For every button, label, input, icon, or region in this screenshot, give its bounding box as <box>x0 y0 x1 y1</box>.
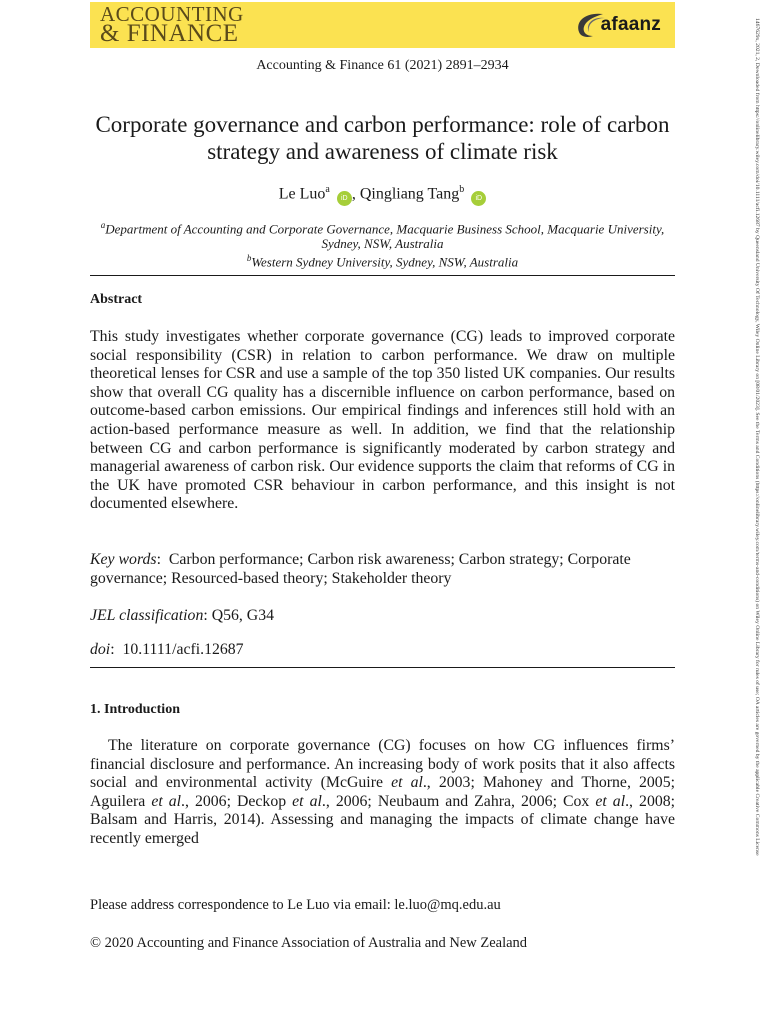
affiliation-b <box>90 251 675 269</box>
doi-link[interactable]: 10.1111/acfi.12687 <box>122 641 244 658</box>
journal-citation: Accounting & Finance 61 (2021) 2891–2934 <box>256 58 509 73</box>
publisher-logo-text: afaanz <box>600 14 661 35</box>
introduction-heading: 1. Introduction <box>90 702 180 717</box>
introduction-text-run: ., 2006; Neubaum and Zahra, 2006; Cox <box>321 792 596 810</box>
introduction-text-run: ., 2008; Balsam and Harris, 2014). Assessing and managing the impacts of climate change have recently emerged <box>90 792 676 847</box>
author-separator: , <box>351 185 360 203</box>
affiliations <box>90 218 675 270</box>
abstract-divider <box>90 667 675 668</box>
author-name: Qingliang Tang <box>359 185 460 203</box>
keywords-text: Carbon performance; Carbon risk awareness; Carbon strategy; Corporate governance; Resourced-based theory; Stakeholder theory <box>90 551 631 587</box>
affiliation-mark: a <box>100 220 106 230</box>
affiliation-mark: b <box>459 184 465 195</box>
introduction-text-run: et al <box>595 792 626 810</box>
author-list <box>90 184 675 206</box>
jel-label: JEL classification <box>90 607 204 624</box>
orcid-icon[interactable]: iD <box>337 191 352 206</box>
introduction-text-run: et al <box>391 774 423 792</box>
orcid-icon[interactable]: iD <box>471 191 486 206</box>
introduction-text-run: The literature on corporate governance (CG) focuses on how CG influences firms’ financial disclosure and performance. An increasing body of work posits that it also affects social and environmental activity (McGuire <box>90 737 675 792</box>
introduction-text <box>90 737 675 849</box>
journal-name <box>100 2 244 47</box>
affiliation-text: Department of Accounting and Corporate Governance, Macquarie Business School, Macquarie University, Sydney, NSW, Australia <box>105 221 665 252</box>
doi: doi: 10.1111/acfi.12687 <box>90 641 244 658</box>
introduction-text-run: et al <box>292 792 322 810</box>
abstract-text: This study investigates whether corporate governance (CG) leads to improved corporate social responsibility (CSR) in relation to carbon performance. We draw on multiple theoretical lenses for CSR and use a sample of the top 350 listed UK companies. Our results show that overall CG quality has a discernible influence on carbon performance, based on outcome-based carbon emissions. Our empirical findings and inferences still hold with an action-based performance measure as well. In addition, we find that the relationship between CG and carbon performance is significantly moderated by carbon strategy and managerial awareness of carbon risk. Our evidence supports the claim that reforms of CG in the UK have promoted CSR behaviour in carbon performance, and this insight is not documented elsewhere. <box>90 328 675 513</box>
journal-name-line1: ACCOUNTING <box>100 2 244 26</box>
introduction-text-run: ., 2006; Deckop <box>181 792 293 810</box>
affiliation-mark: a <box>325 184 330 195</box>
journal-banner <box>90 2 675 48</box>
correspondence-note: Please address correspondence to Le Luo via email: le.luo@mq.edu.au <box>90 897 501 913</box>
download-notice: 1467629x, 2021, 2, Downloaded from https://onlinelibrary.wiley.com/doi/10.1111/acfi.12687 by Queensland University Of Technology, Wiley Online Library on [08/01/2023]. See the Terms and Conditions (https://onlinelibrary.wiley.com/terms-and-conditions) on Wiley Online Library for rules of use; OA articles are governed by the applicable Creative Commons License <box>754 18 760 856</box>
doi-label: doi <box>90 641 111 658</box>
publisher-logo <box>573 10 661 40</box>
affiliation-mark: b <box>246 253 252 264</box>
introduction-text-run: ., 2003; Mahoney and Thorne, 2005; Aguilera <box>90 774 675 810</box>
affiliation-text: Western Sydney University, Sydney, NSW, Australia <box>251 254 519 270</box>
keywords-label: Key words <box>90 551 157 568</box>
keywords: Key words: Carbon performance; Carbon risk awareness; Carbon strategy; Corporate governance; Resourced-based theory; Stakeholder theory <box>90 551 631 587</box>
copyright-notice: © 2020 Accounting and Finance Association of Australia and New Zealand <box>90 935 528 951</box>
affiliation-a <box>90 218 675 251</box>
abstract-heading: Abstract <box>90 292 143 307</box>
article-title: Corporate governance and carbon performance: role of carbon strategy and awareness of climate risk <box>95 112 670 164</box>
journal-name-line2: & FINANCE <box>100 20 239 47</box>
author-name: Le Luo <box>278 185 326 203</box>
header-divider <box>90 275 675 276</box>
jel-text: Q56, G34 <box>211 607 275 624</box>
jel-classification: JEL classification: Q56, G34 <box>90 607 275 624</box>
introduction-text-run: et al <box>151 792 182 810</box>
